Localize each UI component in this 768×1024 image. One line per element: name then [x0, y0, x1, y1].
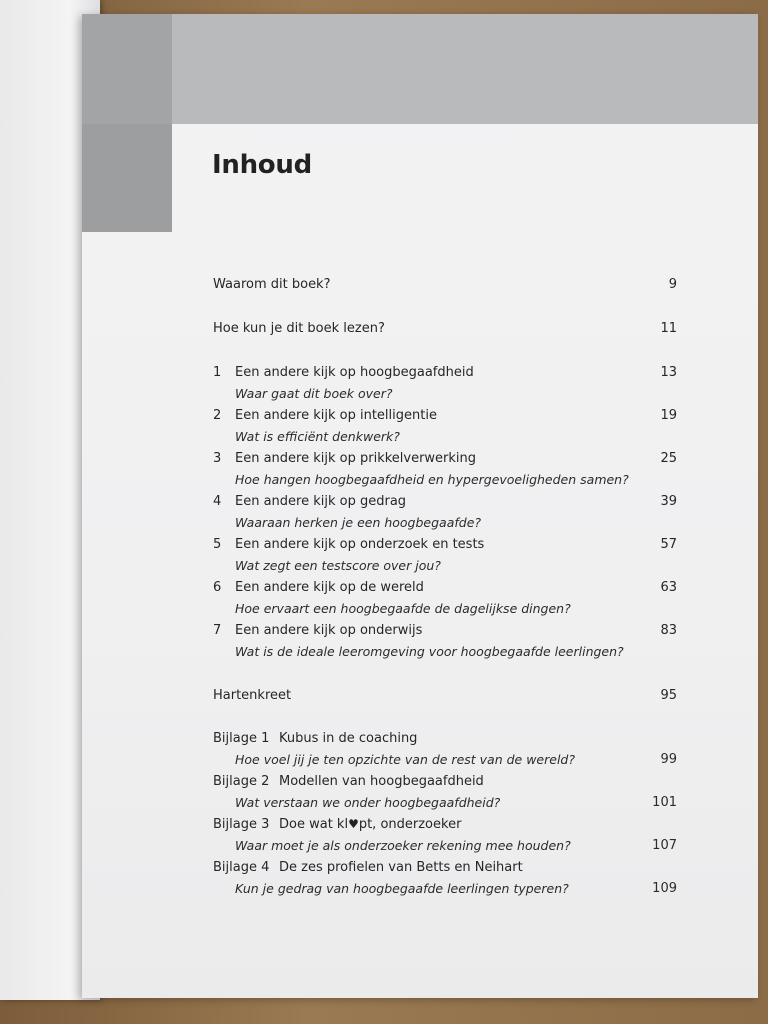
toc-chapter-subtitle: Wat is de ideale leeromgeving voor hoogbegaafde leerlingen? [235, 644, 624, 659]
toc-chapter-subtitle: Wat is efficiënt denkwerk? [235, 429, 400, 444]
toc-appendix-3[interactable] [213, 817, 677, 839]
toc-page-number: 95 [660, 688, 677, 703]
toc-page-number: 99 [660, 752, 677, 767]
toc-page-number: 25 [660, 451, 677, 466]
heart-icon: ♥ [348, 817, 359, 831]
toc-chapter-1[interactable] [213, 365, 677, 387]
toc-chapter-subtitle: Hoe hangen hoogbegaafdheid en hypergevoeligheden samen? [235, 472, 629, 487]
toc-page-number: 107 [652, 838, 677, 853]
toc-subtitle-text: Wat verstaan we onder hoogbegaafdheid? [235, 795, 501, 810]
toc-chapter-number: 5 [213, 537, 222, 552]
toc-page-number: 19 [660, 408, 677, 423]
page-title: Inhoud [212, 150, 312, 180]
toc-appendix-subtitle [235, 795, 677, 817]
toc-page-number: 57 [660, 537, 677, 552]
toc-page-number: 13 [660, 365, 677, 380]
toc-chapter-7[interactable] [213, 623, 677, 645]
toc-page-number: 39 [660, 494, 677, 509]
toc-appendix-number: Bijlage 4 [213, 860, 270, 875]
toc-entry-reading[interactable] [213, 321, 677, 343]
toc-appendix-2[interactable] [213, 774, 677, 796]
toc-entry-label: De zes profielen van Betts en Neihart [279, 860, 523, 875]
toc-chapter-4[interactable] [213, 494, 677, 516]
toc-appendix-4[interactable] [213, 860, 677, 882]
toc-page-number: 9 [668, 277, 677, 292]
toc-chapter-subtitle: Hoe ervaart een hoogbegaafde de dagelijkse dingen? [235, 601, 571, 616]
toc-page-number: 109 [652, 881, 677, 896]
toc-chapter-number: 4 [213, 494, 222, 509]
toc-entry-label: Een andere kijk op intelligentie [235, 408, 437, 423]
toc-chapter-subtitle: Waar gaat dit boek over? [235, 386, 393, 401]
toc-appendix-subtitle [235, 752, 677, 774]
toc-chapter-number: 3 [213, 451, 222, 466]
toc-page-number: 83 [660, 623, 677, 638]
toc-appendix-number: Bijlage 1 [213, 731, 270, 746]
toc-entry-label: Een andere kijk op hoogbegaafdheid [235, 365, 474, 380]
toc-entry-label: Een andere kijk op onderzoek en tests [235, 537, 485, 552]
toc-chapter-number: 6 [213, 580, 222, 595]
toc-page-number: 101 [652, 795, 677, 810]
toc-entry-label-end: pt, onderzoeker [358, 817, 462, 832]
toc-page-number: 11 [660, 321, 677, 336]
toc-chapter-number: 1 [213, 365, 222, 380]
toc-chapter-number: 2 [213, 408, 222, 423]
toc-entry-hartenkreet[interactable] [213, 688, 677, 710]
toc-appendix-1[interactable] [213, 731, 677, 753]
toc-entry-label: Hoe kun je dit boek lezen? [213, 321, 385, 336]
toc-appendix-subtitle [235, 881, 677, 903]
toc-chapter-number: 7 [213, 623, 222, 638]
toc-entry-label: Hartenkreet [213, 688, 292, 703]
toc-subtitle-text: Kun je gedrag van hoogbegaafde leerlingen typeren? [235, 881, 569, 896]
toc-entry-label: Doe wat kl [279, 817, 349, 832]
toc-entry-label: Kubus in de coaching [279, 731, 418, 746]
toc-subtitle-text: Hoe voel jij je ten opzichte van de rest van de wereld? [235, 752, 575, 767]
toc-entry-label: Een andere kijk op de wereld [235, 580, 424, 595]
toc-entry-intro[interactable] [213, 277, 677, 299]
toc-entry-label: Waarom dit boek? [213, 277, 331, 292]
toc-page-number: 63 [660, 580, 677, 595]
toc-entry-label: Een andere kijk op prikkelverwerking [235, 451, 477, 466]
toc-chapter-5[interactable] [213, 537, 677, 559]
toc-subtitle-text: Waar moet je als onderzoeker rekening mee houden? [235, 838, 571, 853]
toc-entry-label: Een andere kijk op onderwijs [235, 623, 423, 638]
toc-entry-label: Een andere kijk op gedrag [235, 494, 407, 509]
toc-entry-label: Modellen van hoogbegaafdheid [279, 774, 484, 789]
toc-appendix-subtitle [235, 838, 677, 860]
toc-chapter-subtitle: Wat zegt een testscore over jou? [235, 558, 441, 573]
toc-chapter-6[interactable] [213, 580, 677, 602]
toc-appendix-number: Bijlage 3 [213, 817, 270, 832]
toc-appendix-number: Bijlage 2 [213, 774, 270, 789]
toc-chapter-2[interactable] [213, 408, 677, 430]
toc-chapter-3[interactable] [213, 451, 677, 473]
toc-chapter-subtitle: Waaraan herken je een hoogbegaafde? [235, 515, 482, 530]
